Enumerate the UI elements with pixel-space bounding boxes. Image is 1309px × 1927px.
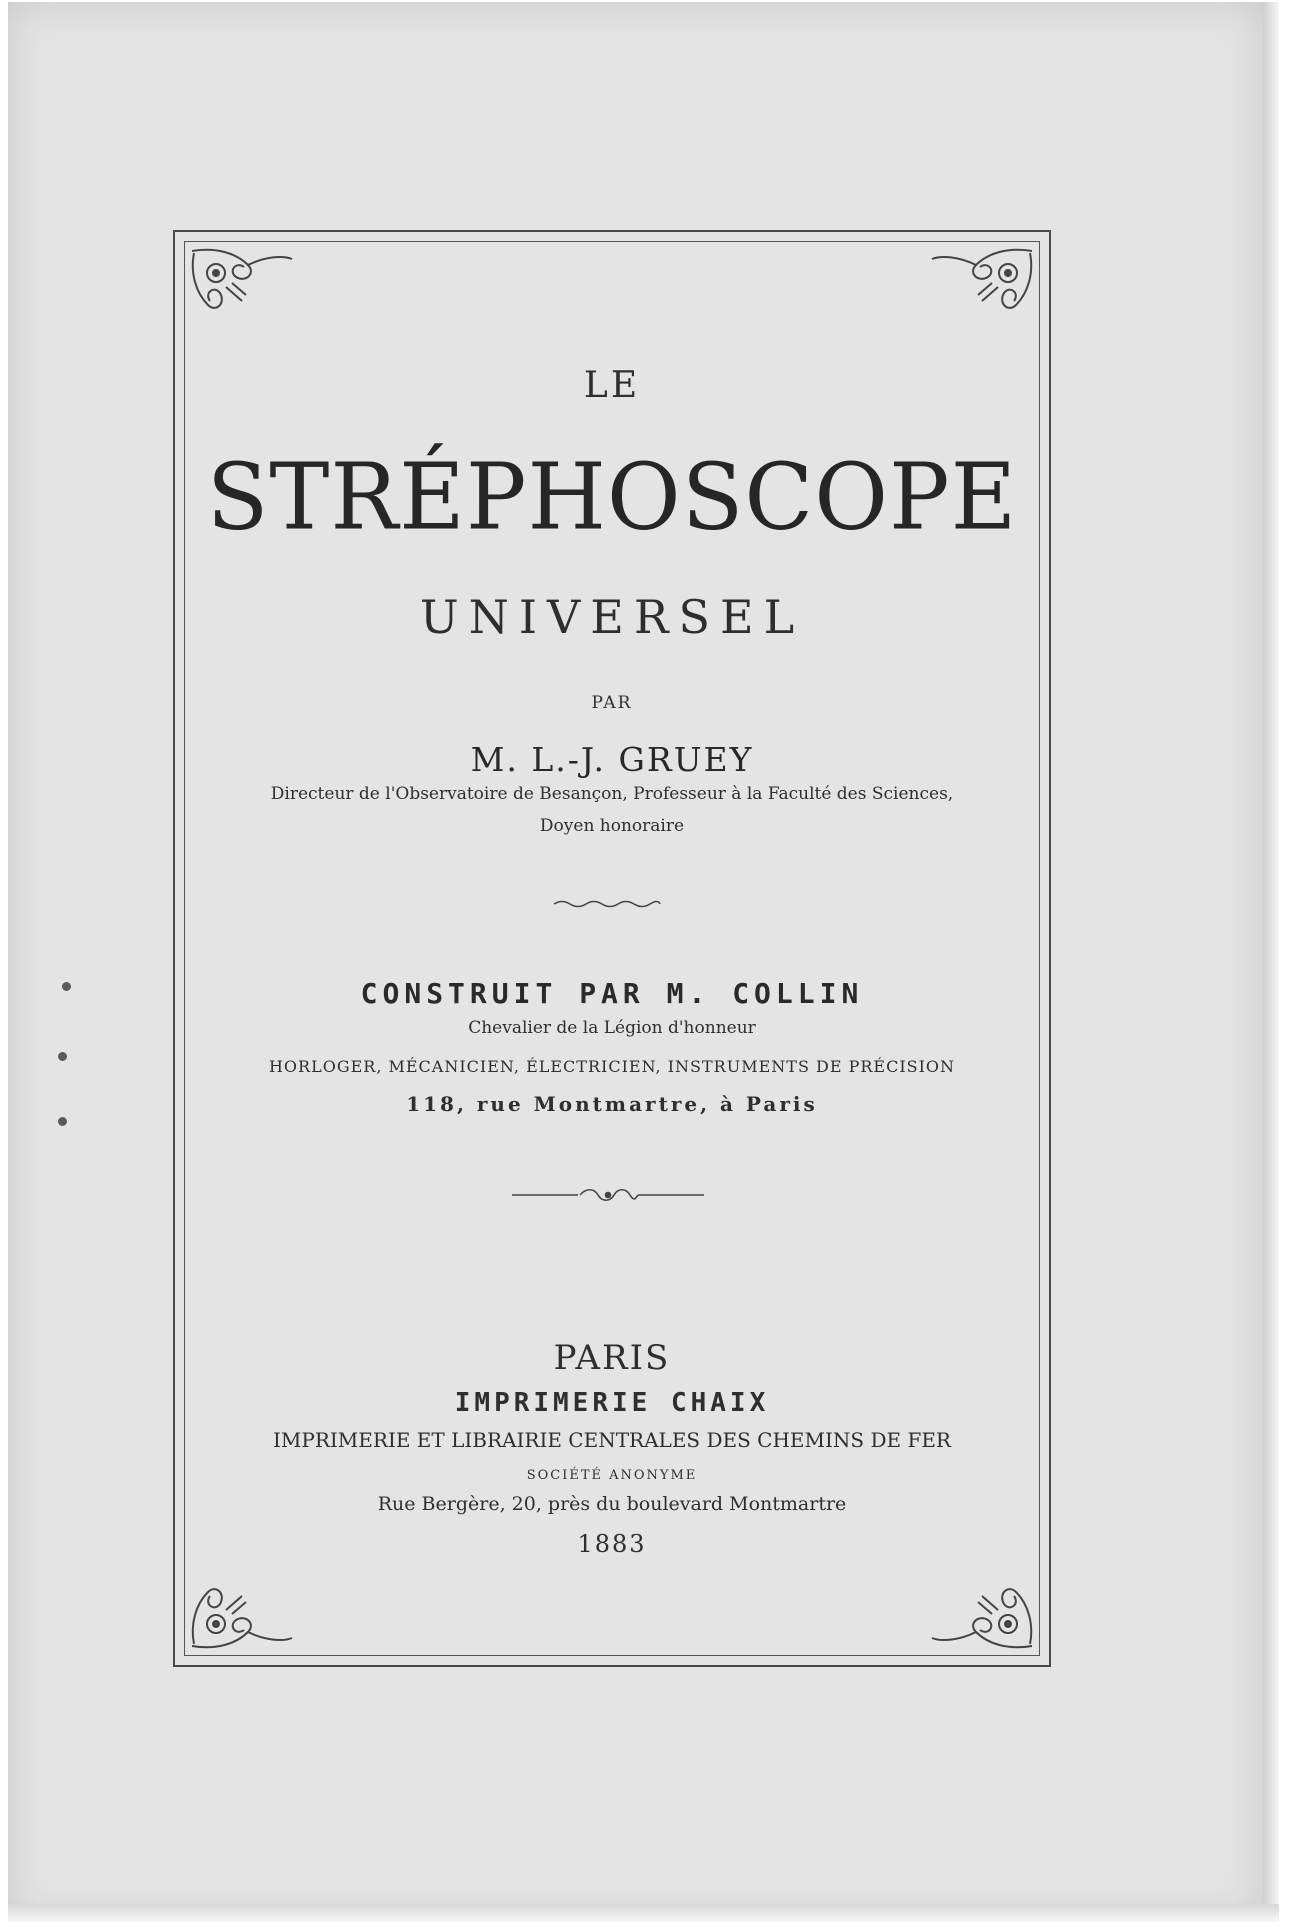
author-honor: Doyen honoraire: [539, 816, 685, 836]
page-edge-right: [1263, 2, 1279, 1920]
author-description: Directeur de l'Observatoire de Besançon, Professeur à la Faculté des Sciences,: [270, 784, 954, 804]
company-type: SOCIÉTÉ ANONYME: [526, 1468, 698, 1483]
corner-ornament-top-right-icon: [928, 243, 1038, 323]
author-name: M. L.-J. GRUEY: [470, 740, 754, 779]
builder-honor: Chevalier de la Légion d'honneur: [468, 1018, 756, 1038]
builder-address: 118, rue Montmartre, à Paris: [406, 1092, 818, 1116]
corner-ornament-bottom-left-icon: [186, 1574, 296, 1654]
builder-heading: CONSTRUIT PAR M. COLLIN: [360, 977, 864, 1010]
printer-description: IMPRIMERIE ET LIBRAIRIE CENTRALES DES CHEMINS DE FER: [273, 1428, 951, 1452]
printer-address: Rue Bergère, 20, près du boulevard Montmartre: [377, 1493, 847, 1515]
page-edge-bottom: [8, 1904, 1279, 1922]
publication-city: PARIS: [553, 1338, 671, 1378]
publication-year: 1883: [577, 1530, 647, 1558]
title-prefix: LE: [583, 365, 641, 406]
binding-hole: [58, 1117, 67, 1126]
builder-trades: HORLOGER, MÉCANICIEN, ÉLECTRICIEN, INSTRUMENTS DE PRÉCISION: [268, 1057, 956, 1076]
binding-hole: [58, 1052, 67, 1061]
by-label: PAR: [591, 693, 633, 713]
main-title: STRÉPHOSCOPE: [206, 443, 1018, 552]
binding-hole: [62, 982, 71, 991]
corner-ornament-bottom-right-icon: [928, 1574, 1038, 1654]
title-subtitle: UNIVERSEL: [419, 590, 805, 644]
small-divider-ornament-icon: [552, 897, 662, 911]
printer-name: IMPRIMERIE CHAIX: [454, 1388, 770, 1418]
corner-ornament-top-left-icon: [186, 243, 296, 323]
divider-ornament-icon: [510, 1186, 706, 1204]
